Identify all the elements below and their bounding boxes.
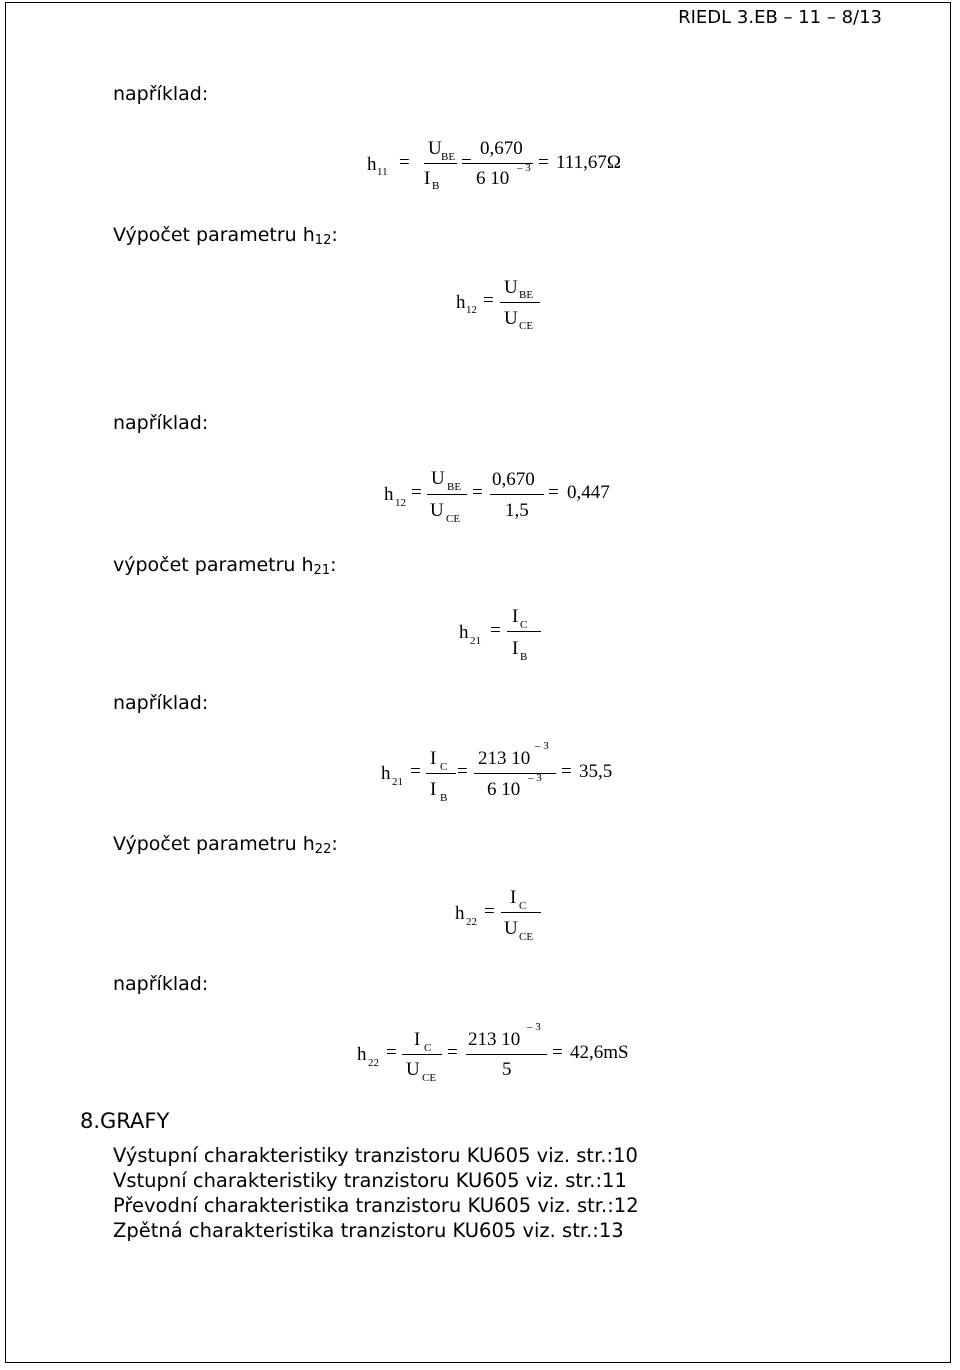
eq-exp: – 3: [535, 740, 549, 752]
eq-equals: =: [483, 290, 494, 311]
eq-value: 1,5: [505, 500, 529, 521]
eq-U: U: [504, 308, 518, 329]
eq-h: h: [455, 903, 465, 924]
eq-U: U: [504, 918, 518, 939]
eq-exp: – 3: [527, 1021, 541, 1033]
eq-U: U: [428, 138, 442, 159]
eq-I: I: [430, 748, 437, 769]
eq-equals: =: [411, 482, 422, 503]
eq-equals: =: [447, 1042, 458, 1063]
eq-exp: – 3: [517, 162, 531, 174]
eq-equals: =: [386, 1042, 397, 1063]
eq-sub: 22: [466, 916, 477, 928]
example-label-4: například:: [113, 973, 209, 995]
eq-h: h: [381, 763, 391, 784]
example-label-1: například:: [113, 83, 209, 105]
eq-result: 111,67Ω: [556, 152, 621, 173]
eq-sub: BE: [441, 151, 456, 163]
example-label-3: například:: [113, 692, 209, 714]
eq-sub: B: [440, 792, 448, 804]
eq-equals: =: [538, 152, 549, 173]
eq-U: U: [431, 468, 445, 489]
section-label-h21: výpočet parametru $h_{21}$:: [113, 554, 337, 578]
eq-h: h: [367, 154, 377, 175]
eq-U: U: [430, 500, 444, 521]
eq-equals: =: [561, 761, 572, 782]
section-label-h22: Výpočet parametru $h_{22}$:: [113, 833, 338, 857]
eq-sub: 12: [395, 497, 406, 509]
eq-U: U: [406, 1059, 420, 1080]
eq-sub: 21: [470, 635, 481, 647]
eq-I: I: [414, 1029, 421, 1050]
eq-sub: B: [432, 180, 440, 192]
list-item: Převodní charakteristika tranzistoru KU605 viz. str.:12: [113, 1194, 639, 1217]
eq-sub: C: [424, 1042, 432, 1054]
eq-sub: BE: [447, 481, 462, 493]
eq-sub: CE: [422, 1072, 437, 1084]
eq-value: 5: [502, 1059, 512, 1080]
eq-sub: C: [519, 900, 527, 912]
eq-value: 0,670: [480, 138, 523, 159]
eq-value: 6 10: [476, 168, 510, 189]
eq-h: h: [357, 1044, 367, 1065]
eq-sub: CE: [519, 320, 534, 332]
eq-sub: B: [520, 651, 528, 663]
eq-sub: CE: [519, 931, 534, 943]
eq-equals: =: [484, 901, 495, 922]
eq-value: 6 10: [487, 779, 521, 800]
example-label-2: například:: [113, 412, 209, 434]
eq-equals: =: [410, 761, 421, 782]
eq-sub: BE: [519, 289, 534, 301]
list-item: Zpětná charakteristika tranzistoru KU605 viz. str.:13: [113, 1219, 624, 1242]
eq-sub: 21: [392, 776, 403, 788]
eq-equals: =: [490, 620, 501, 641]
eq-result: 42,6mS: [570, 1042, 629, 1063]
eq-h: h: [384, 484, 394, 505]
eq-value: 0,670: [492, 469, 535, 490]
list-item: Vstupní charakteristiky tranzistoru KU605 viz. str.:11: [113, 1169, 627, 1192]
eq-value: 213 10: [468, 1029, 521, 1050]
eq-sub: C: [520, 619, 528, 631]
page-header: RIEDL 3.EB – 11 – 8/13: [678, 7, 882, 28]
section-label-h12: Výpočet parametru $h_{12}$:: [113, 224, 338, 248]
eq-equals: =: [457, 761, 468, 782]
eq-result: 0,447: [567, 482, 610, 503]
eq-value: 213 10: [478, 748, 531, 769]
eq-sub: 22: [368, 1057, 379, 1069]
eq-equals: =: [399, 152, 410, 173]
eq-I: I: [512, 638, 519, 659]
eq-sub: 12: [466, 304, 477, 316]
eq-equals: =: [472, 482, 483, 503]
list-item: Výstupní charakteristiky tranzistoru KU605 viz. str.:10: [113, 1144, 638, 1167]
eq-U: U: [504, 277, 518, 298]
eq-I: I: [424, 168, 431, 189]
eq-exp: – 3: [528, 772, 542, 784]
eq-h: h: [456, 292, 466, 313]
eq-I: I: [510, 887, 517, 908]
eq-sub: CE: [446, 513, 461, 525]
eq-equals: =: [461, 152, 472, 173]
eq-sub: 11: [377, 166, 388, 178]
section-title: 8.GRAFY: [80, 1109, 170, 1133]
eq-equals: =: [548, 482, 559, 503]
eq-equals: =: [552, 1042, 563, 1063]
eq-sub: C: [440, 761, 448, 773]
eq-result: 35,5: [579, 761, 613, 782]
eq-I: I: [430, 779, 437, 800]
eq-h: h: [459, 622, 469, 643]
eq-I: I: [512, 606, 519, 627]
